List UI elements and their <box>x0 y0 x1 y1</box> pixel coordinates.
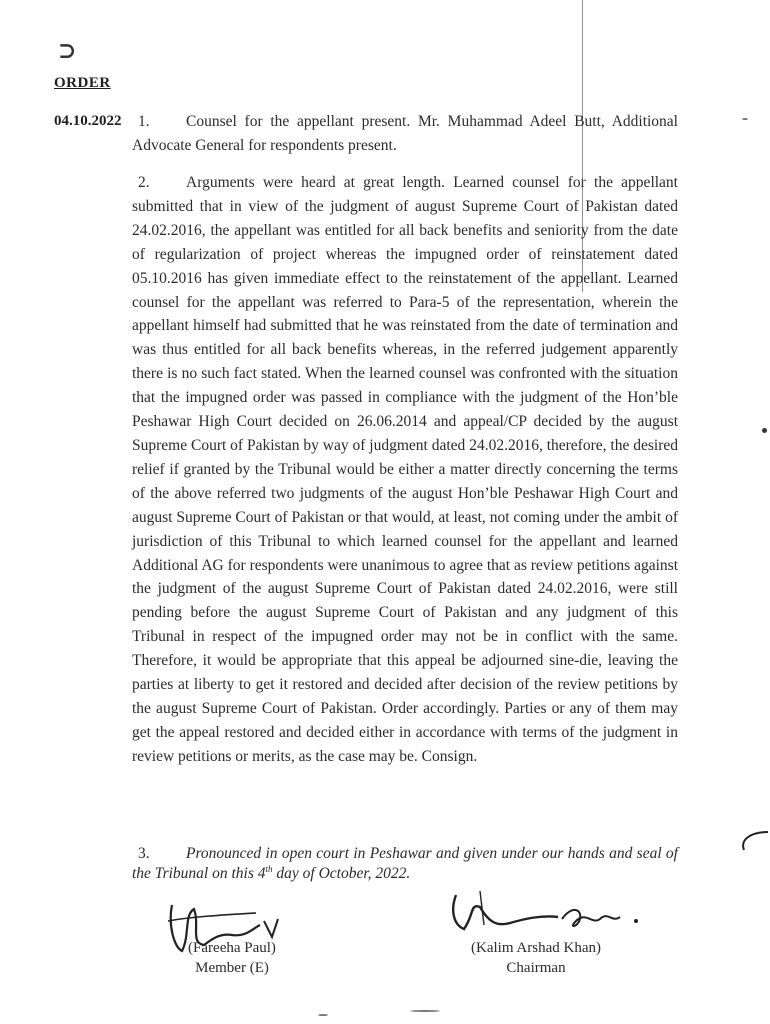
chairman-signature-icon <box>440 885 650 941</box>
scan-speck <box>410 1010 440 1012</box>
paragraph-text: Arguments were heard at great length. Learned counsel for the appellant submitted that in view of the judgment of august Supreme Court of Pakistan dated 24.02.2016, the appellant was entitled for all back benefits and seniority from the date of regularization of project whereas the impugned order of reinstatement dated 05.10.2016 has given immediate effect to the reinstatement of the appellant. Learned counsel for the appellant was referred to Para-5 of the representation, wherein the appellant himself had submitted that he was reinstated from the date of termination and was thus entitled for all back benefits whereas, in the referred judgement apparently there is no such fact stated. When the learned counsel was confronted with the situation that the impugned order was passed in compliance with the judgment of the Hon’ble Peshawar High Court decided on 26.06.2014 and appeal/CP decided by the august Supreme Court of Pakistan by way of judgment dated 24.02.2016, therefore, the desired relief if granted by the Tribunal would be either a matter directly concerning the terms of the above referred two judgments of the august Hon’ble Peshawar High Court and august Supreme Court of Pakistan or that would, at least, not coming under the ambit of jurisdiction of this Tribunal to which learned counsel for the appellant and learned Additional AG for respondents were unanimous to agree that as review petitions against the judgment of the august Supreme Court of Pakistan dated 24.02.2016, were still pending before the august Supreme Court of Pakistan and any judgment of this Tribunal in respect of the impugned order may not be in conflict with the same. Therefore, it would be appropriate that this appeal be adjourned sine-die, leaving the parties at liberty to get it restored and decided after decision of the review petitions by the august Supreme Court of Pakistan. Order accordingly. Parties or any of them may get the appeal restored and decided either in accordance with terms of the judgment in review petitions or merits, as the case may be. Consign. <box>132 174 678 765</box>
member-signatory <box>172 938 292 978</box>
order-heading: ORDER <box>54 75 111 91</box>
chairman-signatory <box>446 938 626 978</box>
paragraph-1 <box>132 110 678 158</box>
scan-speck <box>762 428 767 433</box>
scan-speck <box>318 1014 328 1016</box>
paragraph-2 <box>132 171 678 769</box>
paragraph-text: Counsel for the appellant present. Mr. Muhammad Adeel Butt, Additional Advocate General for respondents present. <box>132 113 678 154</box>
paragraph-3 <box>132 844 678 884</box>
chairman-name: (Kalim Arshad Khan) <box>471 940 601 956</box>
paragraph-number: 1. <box>138 113 150 130</box>
member-name: (Fareeha Paul) <box>188 940 276 956</box>
order-date: 04.10.2022 <box>54 113 122 129</box>
scan-speck <box>742 118 748 120</box>
pronouncement-text: Pronounced in open court in Peshawar and given under our hands and seal of the Tribunal on this 4 <box>132 845 678 882</box>
page-mark-icon: ⊃ <box>58 38 77 63</box>
pronouncement-text-end: day of October, 2022. <box>272 865 411 882</box>
chairman-designation: Chairman <box>506 960 566 976</box>
scan-curve-mark-icon <box>738 828 770 858</box>
member-designation: Member (E) <box>195 960 269 976</box>
paragraph-number: 2. <box>138 174 150 191</box>
paragraph-number: 3. <box>138 845 150 862</box>
date-superscript: th <box>265 863 273 874</box>
